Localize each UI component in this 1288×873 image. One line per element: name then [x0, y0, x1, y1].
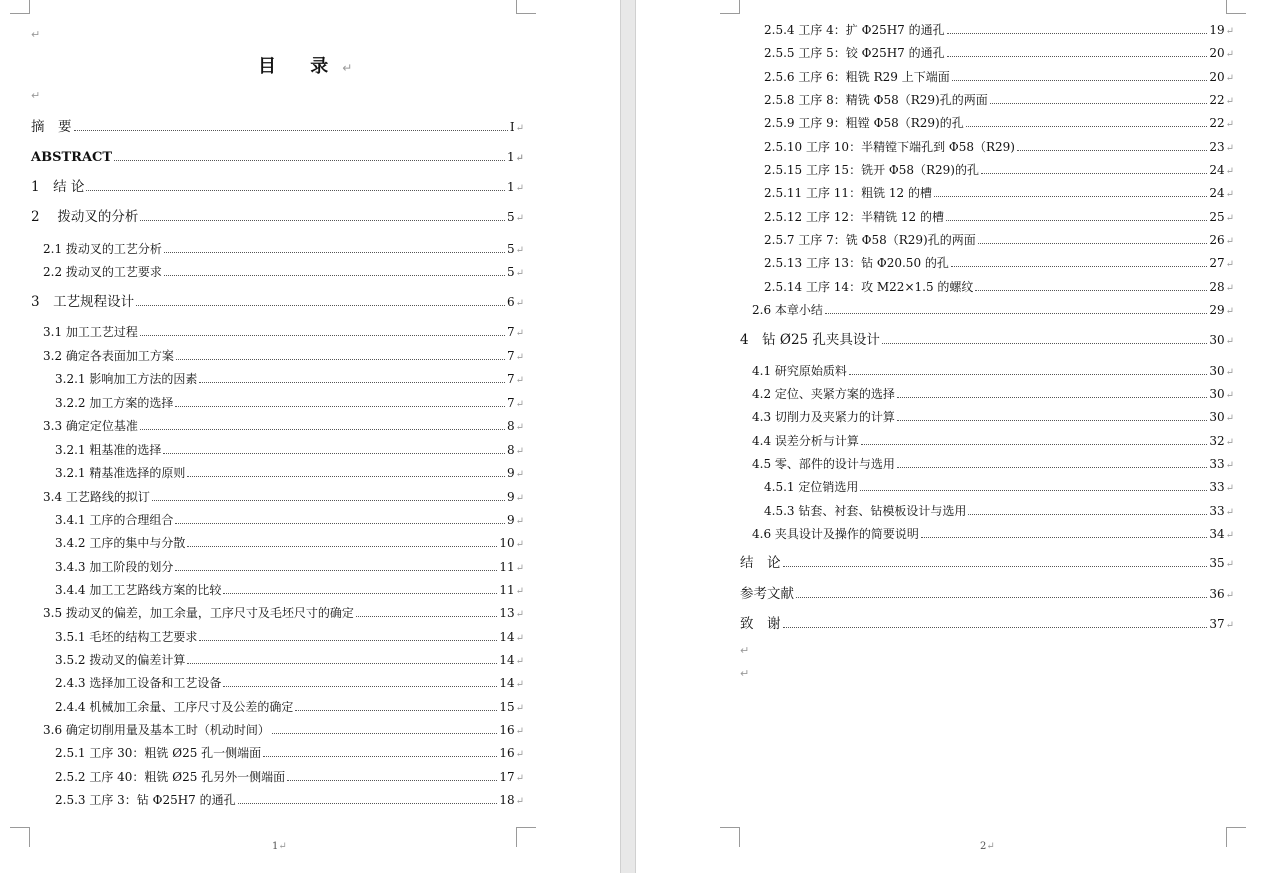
toc-entry-label: 4.1 研究原始质料: [752, 364, 847, 378]
toc-entry-page-number: 14: [499, 630, 515, 644]
paragraph-mark: ↵: [515, 399, 524, 410]
toc-leader-dots: [199, 381, 505, 383]
toc-entry-page-number: 33: [1209, 480, 1225, 494]
paragraph-mark: ↵: [515, 633, 524, 644]
toc-entry[interactable]: [43, 417, 524, 435]
toc-leader-dots: [947, 55, 1208, 57]
toc-entry[interactable]: [55, 768, 524, 786]
toc-entry-label: 4.4 误差分析与计算: [752, 434, 859, 448]
page-number: 1↵: [272, 841, 287, 852]
crop-mark-top-left: [10, 0, 30, 14]
toc-entry-label: 3.2.1 精基准选择的原则: [55, 466, 186, 480]
toc-entry[interactable]: [55, 558, 524, 576]
toc-leader-dots: [187, 475, 505, 477]
crop-mark-bottom-left: [10, 827, 30, 847]
toc-entry-page-number: 14: [499, 653, 515, 667]
toc-entry[interactable]: [764, 114, 1234, 132]
toc-entry[interactable]: [764, 161, 1234, 179]
toc-entry-label: 3.1 加工工艺过程: [43, 325, 138, 339]
toc-entry[interactable]: [55, 744, 524, 762]
toc-leader-dots: [860, 489, 1207, 491]
toc-leader-dots: [783, 565, 1208, 567]
toc-entry-label: 2.5.11 工序 11：粗铣 12 的槽: [764, 186, 932, 200]
toc-entry-page-number: 8: [506, 443, 515, 457]
toc-entry-page-number: 13: [499, 606, 515, 620]
toc-entry[interactable]: [740, 615, 1234, 633]
toc-entry[interactable]: [55, 441, 524, 459]
toc-entry-page-number: 20: [1209, 70, 1225, 84]
toc-entry-page-number: 7: [506, 325, 515, 339]
paragraph-mark: ↵: [515, 446, 524, 457]
toc-entry[interactable]: [764, 254, 1234, 272]
toc-entry-label: 3.5.1 毛坯的结构工艺要求: [55, 630, 198, 644]
paragraph-mark: ↵: [515, 563, 524, 574]
toc-leader-dots: [238, 802, 498, 804]
toc-entry[interactable]: [55, 534, 524, 552]
paragraph-mark: ↵: [1225, 483, 1234, 494]
paragraph-mark: ↵: [740, 667, 750, 680]
paragraph-mark: ↵: [1225, 507, 1234, 518]
toc-entry-page-number: 5: [506, 242, 515, 256]
toc-entry-page-number: 19: [1209, 23, 1225, 37]
toc-leader-dots: [295, 709, 497, 711]
toc-entry[interactable]: [43, 721, 524, 739]
toc-entry-page-number: 22: [1209, 116, 1225, 130]
toc-entry[interactable]: [752, 525, 1234, 543]
paragraph-mark: ↵: [515, 679, 524, 690]
toc-entry[interactable]: [740, 331, 1234, 349]
toc-leader-dots: [934, 195, 1207, 197]
toc-leader-dots: [175, 522, 505, 524]
paragraph-mark: ↵: [1225, 119, 1234, 130]
toc-entry[interactable]: [31, 148, 524, 166]
toc-entry[interactable]: [764, 502, 1234, 520]
toc-entry-page-number: 16: [499, 746, 515, 760]
toc-leader-dots: [978, 242, 1208, 244]
toc-leader-dots: [975, 289, 1207, 291]
toc-entry-page-number: 14: [499, 676, 515, 690]
paragraph-mark: ↵: [515, 375, 524, 386]
paragraph-mark: ↵: [515, 493, 524, 504]
toc-entry[interactable]: [55, 511, 524, 529]
paragraph-mark: ↵: [515, 268, 524, 279]
toc-entry-label: 4 钻 Ø25 孔夹具设计: [740, 332, 880, 348]
toc-entry-label: 4.2 定位、夹紧方案的选择: [752, 387, 895, 401]
toc-entry[interactable]: [31, 178, 524, 196]
toc-entry[interactable]: [740, 585, 1234, 603]
toc-entry-page-number: 30: [1209, 333, 1225, 347]
paragraph-mark: ↵: [1225, 26, 1234, 37]
toc-entry-page-number: 29: [1209, 303, 1225, 317]
toc-entry-label: 2.5.13 工序 13：钻 Φ20.50 的孔: [764, 256, 949, 270]
toc-leader-dots: [164, 251, 505, 253]
toc-entry-page-number: 30: [1209, 387, 1225, 401]
toc-entry[interactable]: [764, 68, 1234, 86]
paragraph-mark: ↵: [515, 586, 524, 597]
toc-entry[interactable]: [55, 581, 524, 599]
toc-entry[interactable]: [55, 394, 524, 412]
toc-entry-label: 1 结 论: [31, 179, 85, 195]
toc-entry-label: 4.3 切削力及夹紧力的计算: [752, 410, 895, 424]
toc-entry-label: 3.2.2 加工方案的选择: [55, 396, 174, 410]
toc-entry-page-number: I: [509, 120, 515, 134]
toc-leader-dots: [897, 466, 1207, 468]
toc-leader-dots: [1017, 149, 1207, 151]
toc-leader-dots: [897, 396, 1207, 398]
toc-entry-label: 3.6 确定切削用量及基本工时（机动时间）: [43, 723, 270, 737]
paragraph-mark: ↵: [1225, 283, 1234, 294]
toc-entry[interactable]: [31, 208, 524, 226]
toc-entry-label: 2.5.4 工序 4：扩 Φ25H7 的通孔: [764, 23, 945, 37]
paragraph-mark: ↵: [1225, 530, 1234, 541]
paragraph-mark: ↵: [1225, 590, 1234, 601]
toc-entry-page-number: 1: [506, 150, 515, 164]
document-page-1: [0, 0, 620, 873]
toc-entry[interactable]: [31, 118, 524, 136]
document-page-2: [636, 0, 1288, 873]
toc-entry-label: 2.5.14 工序 14：攻 M22×1.5 的螺纹: [764, 280, 974, 294]
toc-entry-label: 参考文献: [740, 586, 794, 602]
toc-entry-page-number: 9: [506, 466, 515, 480]
paragraph-mark: ↵: [515, 245, 524, 256]
toc-entry[interactable]: [55, 370, 524, 388]
toc-entry[interactable]: [752, 432, 1234, 450]
paragraph-mark: ↵: [515, 298, 524, 309]
toc-entry-page-number: 18: [499, 793, 515, 807]
paragraph-mark: ↵: [515, 609, 524, 620]
paragraph-mark: ↵: [1225, 306, 1234, 317]
toc-entry-label: 3.5 拨动叉的偏差，加工余量，工序尺寸及毛坯尺寸的确定: [43, 606, 354, 620]
paragraph-mark: ↵: [1225, 559, 1234, 570]
toc-entry[interactable]: [43, 347, 524, 365]
toc-leader-dots: [114, 159, 505, 161]
toc-leader-dots: [861, 443, 1207, 445]
toc-leader-dots: [175, 405, 505, 407]
toc-leader-dots: [825, 312, 1207, 314]
toc-entry[interactable]: [31, 293, 524, 311]
toc-entry-label: 2.5.15 工序 15：铣开 Φ58（R29)的孔: [764, 163, 979, 177]
paragraph-mark: ↵: [1225, 213, 1234, 224]
toc-entry[interactable]: [752, 408, 1234, 426]
toc-title: 目 录↵: [258, 56, 353, 77]
toc-leader-dots: [223, 592, 497, 594]
toc-entry[interactable]: [752, 362, 1234, 380]
toc-leader-dots: [263, 755, 497, 757]
toc-entry-label: 摘 要: [31, 119, 72, 135]
toc-entry-label: 2.5.7 工序 7：铣 Φ58（R29)孔的两面: [764, 233, 976, 247]
toc-entry[interactable]: [764, 91, 1234, 109]
toc-entry-label: 2.5.3 工序 3：钻 Φ25H7 的通孔: [55, 793, 236, 807]
toc-entry-page-number: 24: [1209, 186, 1225, 200]
paragraph-mark: ↵: [515, 213, 524, 224]
toc-entry[interactable]: [740, 554, 1234, 572]
toc-leader-dots: [951, 265, 1207, 267]
toc-entry-label: 2.2 拨动叉的工艺要求: [43, 265, 162, 279]
toc-entry-page-number: 37: [1209, 617, 1225, 631]
toc-entry[interactable]: [55, 628, 524, 646]
toc-entry-label: 2.4.4 机械加工余量、工序尺寸及公差的确定: [55, 700, 294, 714]
toc-entry-label: 2.5.9 工序 9：粗镗 Φ58（R29)的孔: [764, 116, 964, 130]
paragraph-mark: ↵: [515, 422, 524, 433]
toc-entry-page-number: 11: [499, 560, 515, 574]
toc-leader-dots: [897, 419, 1207, 421]
toc-entry-page-number: 32: [1209, 434, 1225, 448]
toc-entry-label: 4.5 零、部件的设计与选用: [752, 457, 895, 471]
toc-entry-label: 结 论: [740, 555, 781, 571]
paragraph-mark: ↵: [1225, 96, 1234, 107]
toc-entry[interactable]: [55, 651, 524, 669]
toc-leader-dots: [140, 428, 505, 430]
toc-entry-label: 3.5.2 拨动叉的偏差计算: [55, 653, 186, 667]
paragraph-mark: ↵: [515, 123, 524, 134]
toc-leader-dots: [164, 274, 505, 276]
toc-entry-page-number: 15: [499, 700, 515, 714]
toc-entry-label: 4.6 夹具设计及操作的简要说明: [752, 527, 919, 541]
paragraph-mark: ↵: [1225, 49, 1234, 60]
paragraph-mark: ↵: [515, 183, 524, 194]
toc-leader-dots: [176, 358, 505, 360]
toc-entry-page-number: 9: [506, 513, 515, 527]
toc-entry-label: 2.6 本章小结: [752, 303, 823, 317]
toc-entry-page-number: 17: [499, 770, 515, 784]
toc-entry-page-number: 23: [1209, 140, 1225, 154]
toc-entry-page-number: 28: [1209, 280, 1225, 294]
toc-entry-page-number: 1: [506, 180, 515, 194]
toc-entry[interactable]: [43, 263, 524, 281]
paragraph-mark: ↵: [1225, 143, 1234, 154]
toc-entry-page-number: 9: [506, 490, 515, 504]
paragraph-mark: ↵: [1225, 437, 1234, 448]
toc-entry[interactable]: [43, 604, 524, 622]
toc-entry-page-number: 33: [1209, 504, 1225, 518]
crop-mark-top-left: [720, 0, 740, 14]
toc-entry[interactable]: [764, 208, 1234, 226]
toc-entry-page-number: 5: [506, 265, 515, 279]
toc-entry[interactable]: [752, 385, 1234, 403]
toc-entry-label: 3.4.4 加工工艺路线方案的比较: [55, 583, 222, 597]
toc-entry[interactable]: [764, 21, 1234, 39]
toc-leader-dots: [990, 102, 1208, 104]
toc-entry-label: 4.5.3 钻套、衬套、钻模板设计与选用: [764, 504, 967, 518]
paragraph-mark: ↵: [1225, 413, 1234, 424]
paragraph-mark: ↵: [515, 153, 524, 164]
toc-entry[interactable]: [55, 791, 524, 809]
toc-entry[interactable]: [764, 478, 1234, 496]
toc-entry-page-number: 26: [1209, 233, 1225, 247]
toc-entry-page-number: 20: [1209, 46, 1225, 60]
toc-entry[interactable]: [55, 698, 524, 716]
toc-entry[interactable]: [55, 674, 524, 692]
toc-entry-page-number: 16: [499, 723, 515, 737]
paragraph-mark: ↵: [515, 796, 524, 807]
toc-leader-dots: [783, 626, 1208, 628]
toc-entry[interactable]: [764, 231, 1234, 249]
toc-leader-dots: [287, 779, 497, 781]
toc-entry-page-number: 27: [1209, 256, 1225, 270]
toc-entry-label: ABSTRACT: [31, 150, 113, 165]
paragraph-mark: ↵: [1225, 189, 1234, 200]
paragraph-mark: ↵: [515, 656, 524, 667]
paragraph-mark: ↵: [515, 773, 524, 784]
toc-entry[interactable]: [43, 240, 524, 258]
toc-entry[interactable]: [752, 301, 1234, 319]
toc-entry-page-number: 30: [1209, 410, 1225, 424]
paragraph-mark: ↵: [1225, 367, 1234, 378]
toc-entry-label: 3.2.1 粗基准的选择: [55, 443, 162, 457]
paragraph-mark: ↵: [31, 89, 41, 102]
toc-leader-dots: [163, 452, 505, 454]
page-number: 2↵: [980, 841, 995, 852]
toc-entry-label: 3.4 工艺路线的拟订: [43, 490, 150, 504]
toc-leader-dots: [152, 499, 505, 501]
paragraph-mark: ↵: [515, 703, 524, 714]
toc-leader-dots: [796, 596, 1207, 598]
toc-leader-dots: [199, 639, 497, 641]
toc-entry-page-number: 11: [499, 583, 515, 597]
toc-entry-label: 2.5.8 工序 8：精铣 Φ58（R29)孔的两面: [764, 93, 988, 107]
toc-entry[interactable]: [43, 488, 524, 506]
toc-leader-dots: [272, 732, 497, 734]
toc-entry-page-number: 24: [1209, 163, 1225, 177]
paragraph-mark: ↵: [515, 726, 524, 737]
toc-leader-dots: [136, 304, 505, 306]
toc-leader-dots: [74, 129, 508, 131]
crop-mark-bottom-right: [1226, 827, 1246, 847]
toc-entry-label: 3.4.1 工序的合理组合: [55, 513, 174, 527]
paragraph-mark: ↵: [515, 328, 524, 339]
paragraph-mark: ↵: [1225, 460, 1234, 471]
toc-entry-label: 2.5.5 工序 5：铰 Φ25H7 的通孔: [764, 46, 945, 60]
toc-leader-dots: [187, 662, 497, 664]
toc-leader-dots: [187, 545, 497, 547]
paragraph-mark: ↵: [740, 644, 750, 657]
paragraph-mark: ↵: [1225, 73, 1234, 84]
paragraph-mark: ↵: [515, 749, 524, 760]
toc-entry-label: 3.2 确定各表面加工方案: [43, 349, 174, 363]
toc-entry-page-number: 34: [1209, 527, 1225, 541]
toc-entry-label: 致 谢: [740, 616, 781, 632]
toc-entry[interactable]: [764, 278, 1234, 296]
toc-entry-label: 2.5.6 工序 6：粗铣 R29 上下端面: [764, 70, 950, 84]
toc-leader-dots: [882, 342, 1207, 344]
toc-leader-dots: [140, 219, 505, 221]
crop-mark-bottom-left: [720, 827, 740, 847]
toc-entry-page-number: 30: [1209, 364, 1225, 378]
toc-entry-page-number: 10: [499, 536, 515, 550]
toc-entry-label: 2.1 拨动叉的工艺分析: [43, 242, 162, 256]
toc-entry[interactable]: [764, 184, 1234, 202]
crop-mark-top-right: [516, 0, 536, 14]
paragraph-mark: ↵: [1225, 259, 1234, 270]
paragraph-mark: ↵: [515, 539, 524, 550]
toc-entry-label: 2.4.3 选择加工设备和工艺设备: [55, 676, 222, 690]
toc-leader-dots: [966, 125, 1208, 127]
toc-entry-page-number: 7: [506, 349, 515, 363]
toc-entry-page-number: 8: [506, 419, 515, 433]
toc-leader-dots: [947, 32, 1208, 34]
toc-entry-label: 3 工艺规程设计: [31, 294, 135, 310]
toc-entry-label: 2.5.1 工序 30：粗铣 Ø25 孔一侧端面: [55, 746, 262, 760]
toc-leader-dots: [946, 219, 1207, 221]
page-gutter: [620, 0, 636, 873]
toc-entry[interactable]: [43, 323, 524, 341]
toc-leader-dots: [223, 685, 497, 687]
toc-entry-label: 2.5.2 工序 40：粗铣 Ø25 孔另外一侧端面: [55, 770, 286, 784]
toc-entry-label: 2 拨动叉的分析: [31, 209, 139, 225]
toc-leader-dots: [849, 373, 1207, 375]
paragraph-mark: ↵: [515, 352, 524, 363]
toc-entry-page-number: 35: [1209, 556, 1225, 570]
paragraph-mark: ↵: [515, 516, 524, 527]
toc-entry-page-number: 6: [506, 295, 515, 309]
paragraph-mark: ↵: [1225, 166, 1234, 177]
toc-leader-dots: [356, 615, 497, 617]
toc-entry-page-number: 7: [506, 396, 515, 410]
toc-entry-page-number: 5: [506, 210, 515, 224]
toc-leader-dots: [981, 172, 1207, 174]
paragraph-mark: ↵: [1225, 336, 1234, 347]
toc-entry-label: 3.4.2 工序的集中与分散: [55, 536, 186, 550]
toc-leader-dots: [140, 334, 505, 336]
toc-entry-page-number: 22: [1209, 93, 1225, 107]
paragraph-mark: ↵: [515, 469, 524, 480]
toc-entry-page-number: 7: [506, 372, 515, 386]
paragraph-mark: ↵: [1225, 390, 1234, 401]
toc-leader-dots: [86, 189, 505, 191]
toc-entry-label: 4.5.1 定位销选用: [764, 480, 859, 494]
toc-entry-label: 3.2.1 影响加工方法的因素: [55, 372, 198, 386]
toc-entry[interactable]: [764, 138, 1234, 156]
toc-leader-dots: [921, 536, 1207, 538]
toc-entry[interactable]: [752, 455, 1234, 473]
toc-entry-label: 3.4.3 加工阶段的划分: [55, 560, 174, 574]
toc-leader-dots: [968, 513, 1207, 515]
toc-leader-dots: [952, 79, 1208, 81]
toc-entry-page-number: 36: [1209, 587, 1225, 601]
toc-entry[interactable]: [764, 44, 1234, 62]
crop-mark-top-right: [1226, 0, 1246, 14]
toc-entry-label: 3.3 确定定位基准: [43, 419, 138, 433]
paragraph-mark: ↵: [1225, 236, 1234, 247]
toc-leader-dots: [175, 569, 497, 571]
toc-entry-label: 2.5.12 工序 12：半精铣 12 的槽: [764, 210, 944, 224]
paragraph-mark: ↵: [1225, 620, 1234, 631]
toc-entry-label: 2.5.10 工序 10：半精镗下端孔到 Φ58（R29): [764, 140, 1015, 154]
paragraph-mark: ↵: [31, 28, 41, 41]
toc-entry-page-number: 25: [1209, 210, 1225, 224]
toc-entry-page-number: 33: [1209, 457, 1225, 471]
crop-mark-bottom-right: [516, 827, 536, 847]
toc-entry[interactable]: [55, 464, 524, 482]
